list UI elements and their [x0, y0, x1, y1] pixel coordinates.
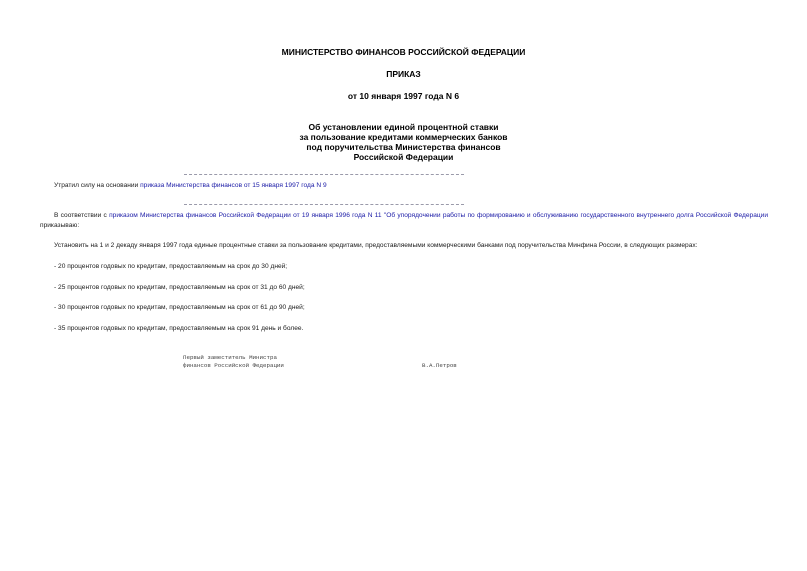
doc-type-heading: ПРИКАЗ	[386, 69, 421, 79]
signature-position-line2: финансов Российской Федерации	[183, 362, 284, 369]
separator-top	[184, 174, 464, 175]
preamble-prefix: В соответствии с	[54, 212, 110, 219]
rate-item: - 30 процентов годовых по кредитам, предоставляемым на срок от 61 до 90 дней;	[54, 304, 305, 311]
signature-position-line1: Первый заместитель Министра	[183, 354, 277, 361]
status-prefix: Утратил силу на основании	[54, 182, 141, 189]
ministry-heading: МИНИСТЕРСТВО ФИНАНСОВ РОССИЙСКОЙ ФЕДЕРАЦИИ	[281, 47, 526, 57]
rate-item: - 35 процентов годовых по кредитам, предоставляемым на срок 91 день и более.	[54, 325, 304, 332]
repeal-order-link[interactable]: приказа Министерства финансов от 15 января 1997 года N 9	[140, 182, 327, 189]
preamble-paragraph	[40, 211, 768, 231]
referenced-order-link[interactable]: приказом Министерства финансов Российской Федерации от 19 января 1996 года N 11 "Об упорядочении работы по формированию и обслуживанию государственного внутреннего долга Российской Федерации	[109, 212, 769, 219]
rate-item: - 25 процентов годовых по кредитам, предоставляемым на срок от 31 до 60 дней;	[54, 284, 305, 291]
title-line: Российской Федерации	[353, 152, 454, 162]
main-paragraph: Установить на 1 и 2 декаду января 1997 года единые процентные ставки за пользование кредитами, предоставляемыми коммерческими банками под поручительства Минфина России, в следующих размерах:	[54, 242, 698, 249]
separator-bottom	[184, 204, 464, 205]
doc-date-heading: от 10 января 1997 года N 6	[347, 91, 460, 101]
title-line: Об установлении единой процентной ставки	[308, 122, 499, 132]
status-note	[40, 181, 768, 191]
document-title	[0, 122, 807, 162]
preamble-suffix: приказываю:	[40, 222, 80, 229]
signature-name: В.А.Петров	[422, 362, 457, 369]
title-line: за пользование кредитами коммерческих банков	[299, 132, 508, 142]
rate-item: - 20 процентов годовых по кредитам, предоставляемым на срок до 30 дней;	[54, 263, 288, 270]
title-line: под поручительства Министерства финансов	[306, 142, 501, 152]
